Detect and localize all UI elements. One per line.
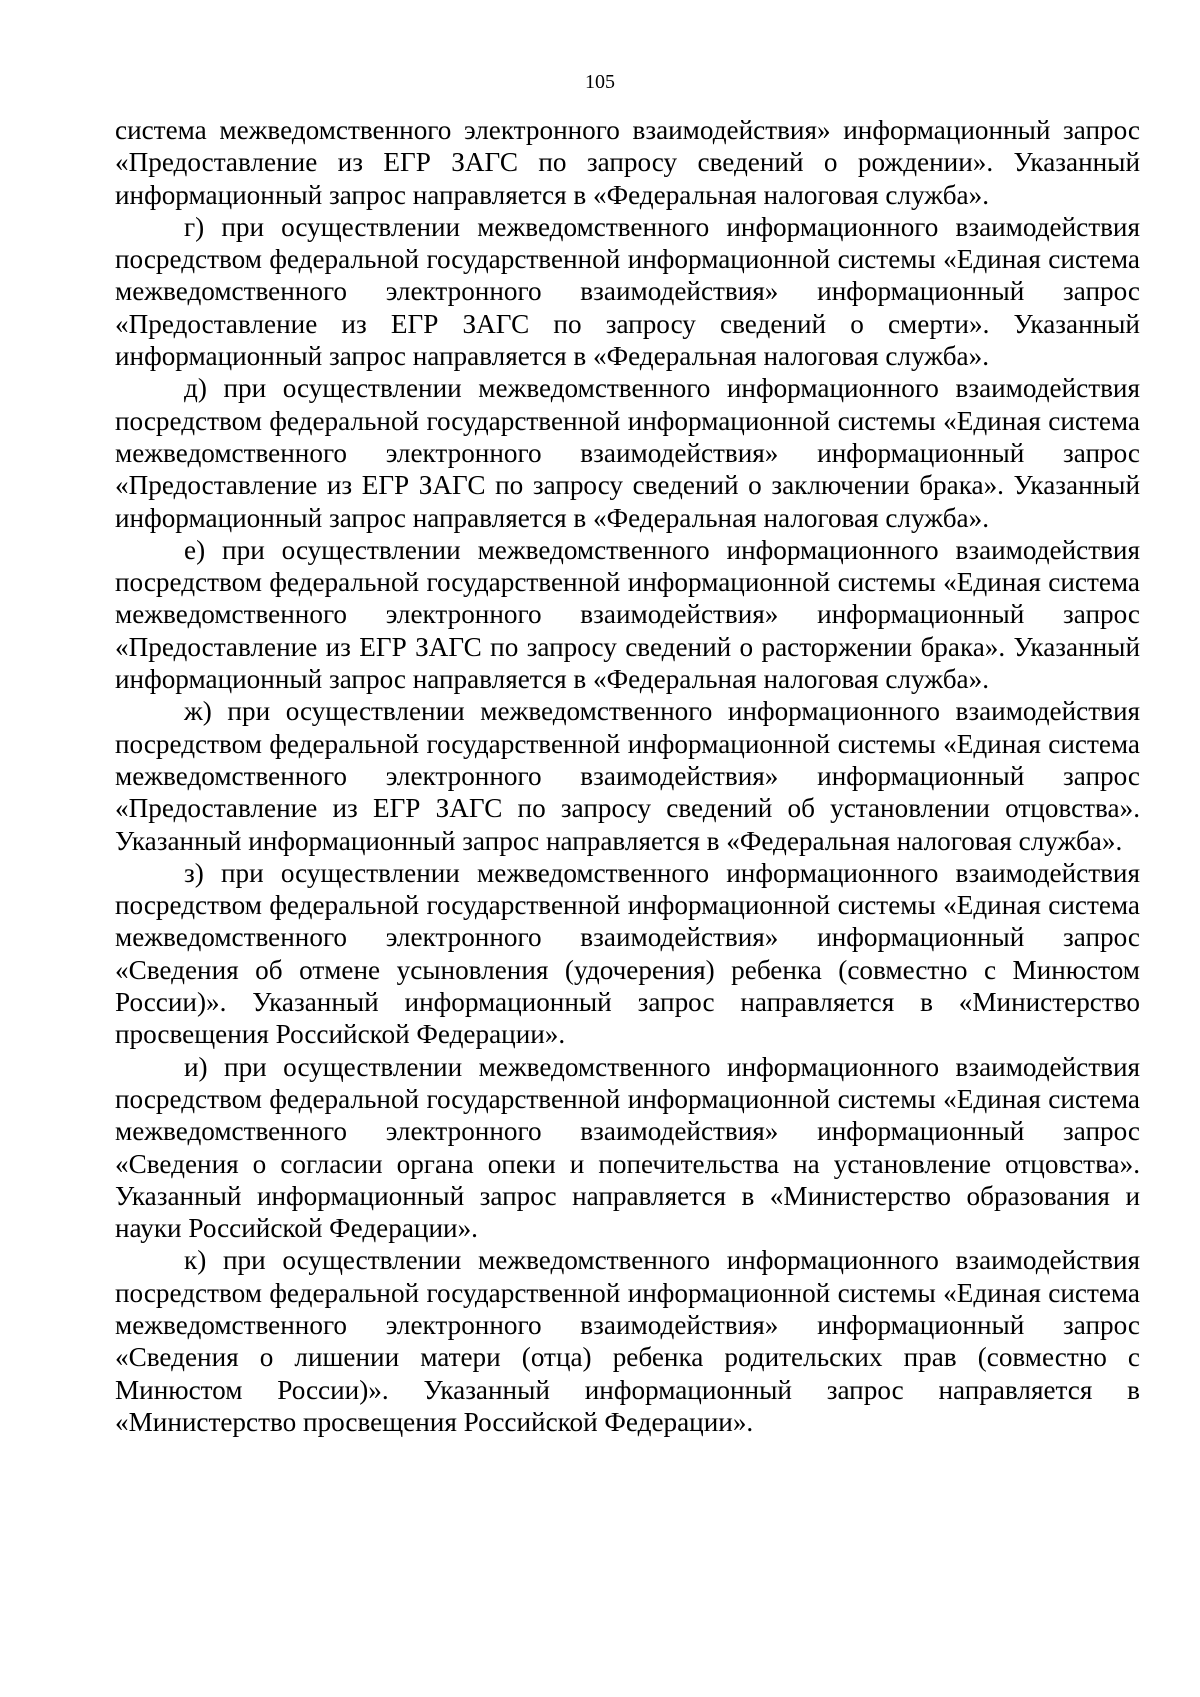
paragraph-item-d: д) при осуществлении межведомственного информационного взаимодействия посредством федеральной государственной информационной системы «Единая система межведомственного электронного взаимодействия» информационный запрос «Предоставление из ЕГР ЗАГС по запросу сведений о заключении брака». Указанный информационный запрос направляется в «Федеральная налоговая служба». [115,373,1140,533]
paragraph-item-g: г) при осуществлении межведомственного информационного взаимодействия посредством федеральной государственной информационной системы «Единая система межведомственного электронного взаимодействия» информационный запрос «Предоставление из ЕГР ЗАГС по запросу сведений о смерти». Указанный информационный запрос направляется в «Федеральная налоговая служба». [115,211,1140,372]
paragraph-item-i: и) при осуществлении межведомственного информационного взаимодействия посредством федеральной государственной информационной системы «Единая система межведомственного электронного взаимодействия» информационный запрос «Сведения о согласии органа опеки и попечительства на установление отцовства». Указанный информационный запрос направляется в «Министерство образования и науки Российской Федерации». [115,1051,1140,1244]
page-number: 105 [585,71,615,93]
paragraph-item-zh: ж) при осуществлении межведомственного информационного взаимодействия посредством федеральной государственной информационной системы «Единая система межведомственного электронного взаимодействия» информационный запрос «Предоставление из ЕГР ЗАГС по запросу сведений об установлении отцовства». Указанный информационный запрос направляется в «Федеральная налоговая служба». [115,696,1140,856]
paragraph-item-e: е) при осуществлении межведомственного информационного взаимодействия посредством федеральной государственной информационной системы «Единая система межведомственного электронного взаимодействия» информационный запрос «Предоставление из ЕГР ЗАГС по запросу сведений о расторжении брака». Указанный информационный запрос направляется в «Федеральная налоговая служба». [115,534,1140,695]
paragraph-item-k: к) при осуществлении межведомственного информационного взаимодействия посредством федеральной государственной информационной системы «Единая система межведомственного электронного взаимодействия» информационный запрос «Сведения о лишении матери (отца) ребенка родительских прав (совместно с Минюстом России)». Указанный информационный запрос направляется в «Министерство просвещения Российской Федерации». [115,1245,1140,1437]
paragraph-item-z: з) при осуществлении межведомственного информационного взаимодействия посредством федеральной государственной информационной системы «Единая система межведомственного электронного взаимодействия» информационный запрос «Сведения об отмене усыновления (удочерения) ребенка (совместно с Минюстом России)». Указанный информационный запрос направляется в «Министерство просвещения Российской Федерации». [115,857,1140,1050]
document-body [115,114,1140,1438]
paragraph-continuation: система межведомственного электронного взаимодействия» информационный запрос «Предоставление из ЕГР ЗАГС по запросу сведений о рождении». Указанный информационный запрос направляется в «Федеральная налоговая служба». [115,115,1140,210]
